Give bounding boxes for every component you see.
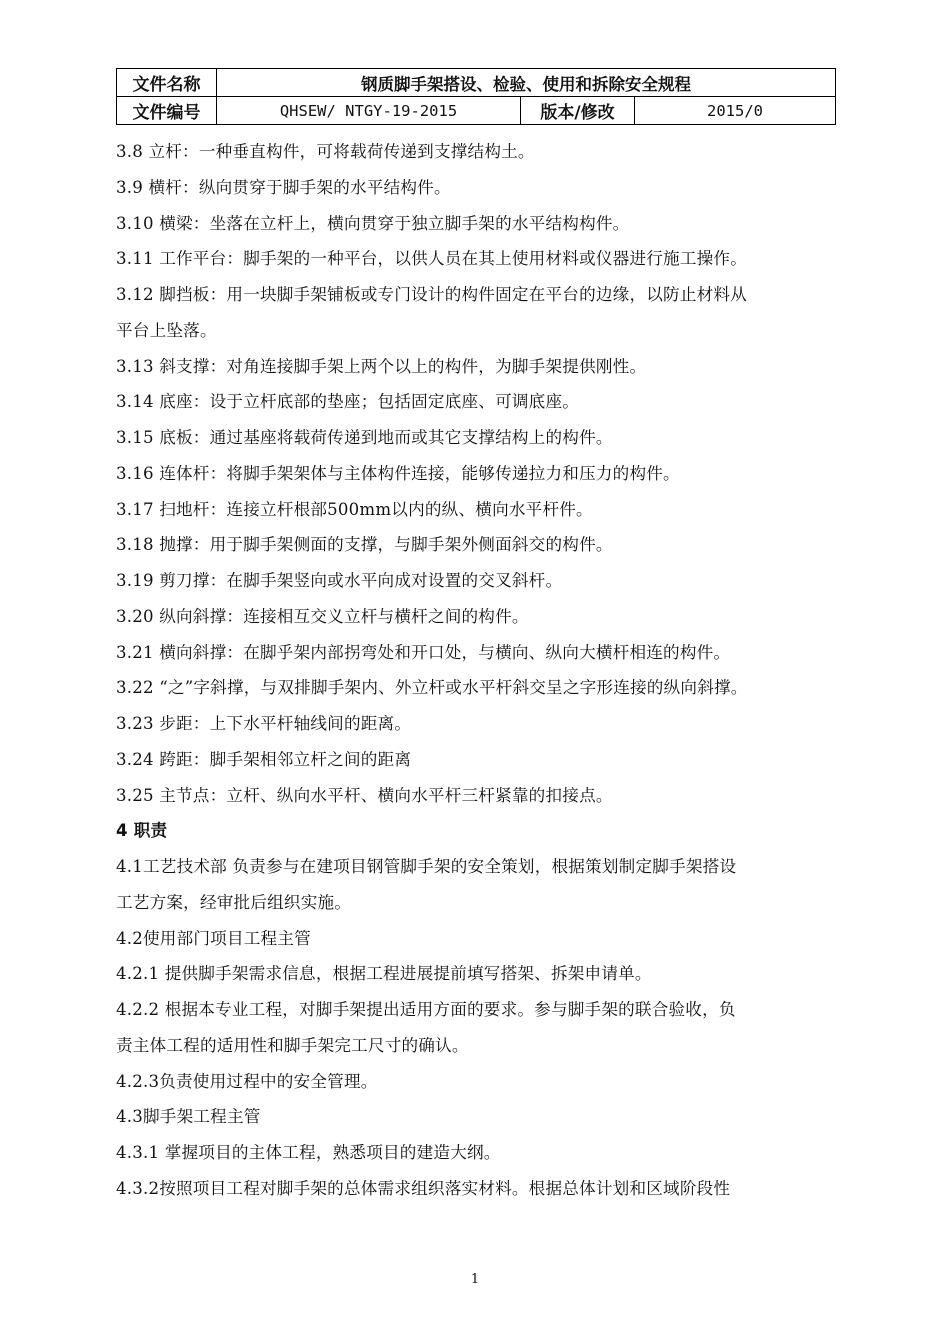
clause-4-3-2: 4.3.2按照项目工程对脚手架的总体需求组织落实材料。根据总体计划和区域阶段性: [116, 1178, 731, 1198]
clause-4-2: 4.2使用部门项目工程主管: [116, 928, 311, 948]
definition-3-21: 3.21 横向斜撑：在脚乎架内部拐弯处和开口处，与横向、纵向大横杆相连的构件。: [116, 642, 731, 662]
clause-4-2-2: 4.2.2 根据本专业工程，对脚手架提出适用方面的要求。参与脚手架的联合验收，负: [116, 1000, 736, 1019]
definition-3-8: 3.8 立杆：一种垂直构件，可将载荷传递到支撑结构土。: [116, 142, 535, 161]
definition-3-20: 3.20 纵向斜撑：连接相互交义立杆与横杆之间的构件。: [116, 606, 529, 626]
file-name-label: 文件名称: [117, 69, 217, 97]
definition-3-12: 3.12 脚挡板：用一块脚手架铺板或专门设计的构件固定在平台的边缘，以防止材料从: [116, 285, 748, 304]
definition-3-19: 3.19 剪刀撑：在脚手架竖向或水平向成对设置的交叉斜杆。: [116, 571, 563, 590]
page-number: 1: [470, 1272, 480, 1287]
definition-3-22: 3.22 “之”字斜撑，与双排脚手架内、外立杆或水平杆斜交呈之字形连接的纵向斜撑。: [116, 678, 748, 698]
file-name-value: 钢质脚手架搭设、检验、使用和拆除安全规程: [217, 69, 836, 97]
definition-3-24: 3.24 跨距：脚手架相邻立杆之间的距离: [116, 749, 412, 769]
file-number-label: 文件编号: [117, 97, 217, 125]
definition-3-25: 3.25 主节点：立杆、纵向水平杆、横向水平杆三杆紧靠的扣接点。: [116, 785, 613, 805]
clause-4-1-cont: 工艺方案，经审批后组织实施。: [116, 892, 352, 912]
clause-4-3-1: 4.3.1 掌握项目的主体工程，熟悉项目的建造大纲。: [116, 1143, 501, 1162]
clause-4-2-2-cont: 责主体工程的适用性和脚手架完工尺寸的确认。: [116, 1035, 469, 1055]
definition-3-16: 3.16 连体杆：将脚手架架体与主体构件连接，能够传递拉力和压力的构件。: [116, 463, 680, 483]
definition-3-11: 3.11 工作平台：脚手架的一种平台，以供人员在其上使用材料或仪器进行施工操作。: [116, 249, 748, 269]
definition-3-18: 3.18 抛撑：用于脚手架侧面的支撑，与脚手架外侧面斜交的构件。: [116, 535, 613, 555]
section-heading-4: 4 职责: [116, 821, 168, 841]
definition-3-9: 3.9 横杆：纵向贯穿于脚手架的水平结构件。: [116, 177, 451, 197]
definition-3-14: 3.14 底座：设于立杆底部的垫座；包括固定底座、可调底座。: [116, 392, 580, 412]
version-value: 2015/0: [635, 97, 836, 125]
definition-3-12-cont: 平台上坠落。: [116, 320, 217, 340]
definition-3-13: 3.13 斜支撑：对角连接脚手架上两个以上的构件，为脚手架提供刚性。: [116, 356, 647, 376]
document-header-table: [116, 68, 836, 125]
file-number-value: QHSEW/ NTGY-19-2015: [217, 97, 521, 125]
header-row-file-number: [117, 97, 836, 125]
clause-4-2-3: 4.2.3负责使用过程中的安全管理。: [116, 1071, 378, 1091]
clause-4-1: 4.1工艺技术部 负责参与在建项目钢管脚手架的安全策划，根据策划制定脚手架搭设: [116, 857, 737, 876]
clause-4-2-1: 4.2.1 提供脚手架需求信息，根据工程进展提前填写搭架、拆架申请单。: [116, 964, 652, 984]
clause-4-3: 4.3脚手架工程主管: [116, 1107, 261, 1127]
definition-3-17: 3.17 扫地杆：连接立杆根部500mm以内的纵、横向水平杆件。: [116, 499, 593, 519]
definition-3-10: 3.10 横梁：坐落在立杆上，横向贯穿于独立脚手架的水平结构构件。: [116, 213, 630, 233]
version-label: 版本/修改: [521, 97, 635, 125]
definition-3-23: 3.23 步距：上下水平杆轴线间的距离。: [116, 714, 412, 733]
definition-3-15: 3.15 底板：通过基座将载荷传递到地而或其它支撑结构上的构件。: [116, 428, 613, 447]
document-body: [116, 134, 846, 1207]
header-row-file-name: [117, 69, 836, 97]
